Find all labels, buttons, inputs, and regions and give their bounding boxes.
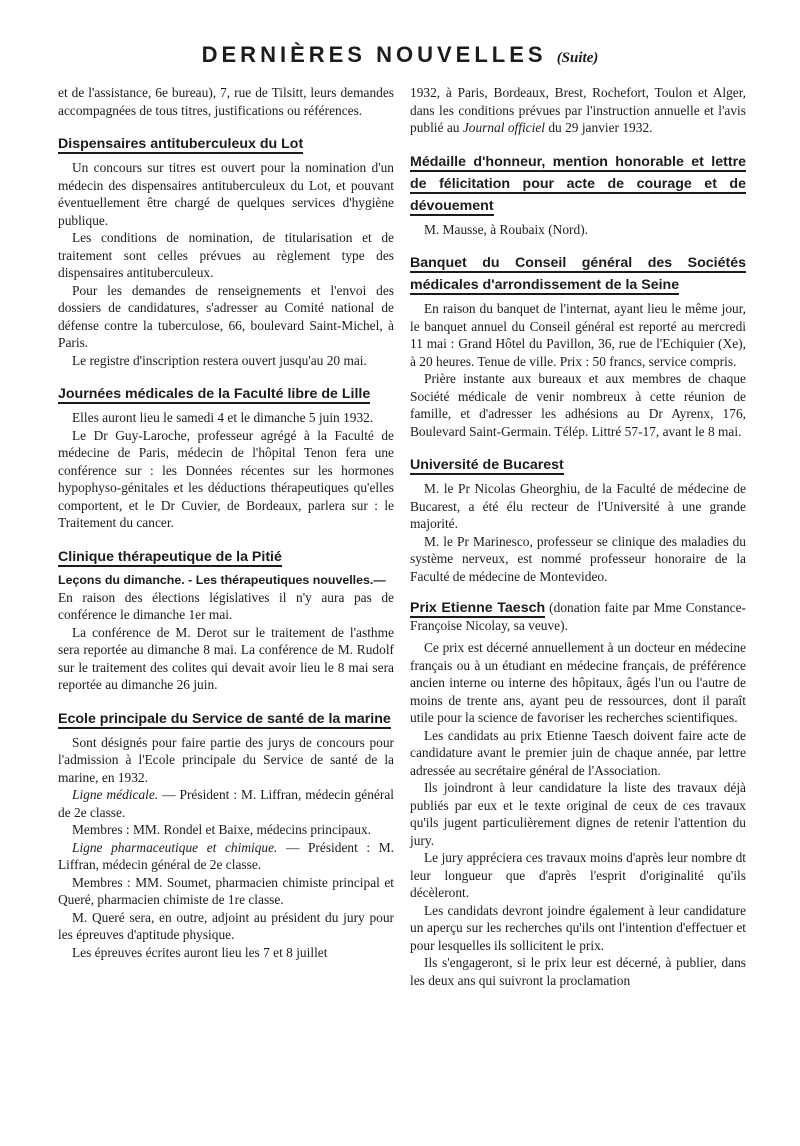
dispensaires-p4: Le registre d'inscription restera ouvert jusqu'au 20 mai. <box>72 352 367 368</box>
banquet-p2: Prière instante aux bureaux et aux membres de chaque Société médicale de venir nombreux à cette réunion de famille, et d'adresser les adhésions au Dr Ayrenx, 176, Boulevard Saint-Germain. Télép. Littré 57-17, avant le 8 mai. <box>410 371 746 439</box>
section-ecole-title: Ecole principale du Service de santé de la marine <box>58 710 391 727</box>
ecole-p3: Membres : MM. Rondel et Baixe, médecins principaux. <box>72 822 371 837</box>
dispensaires-p1: Un concours sur titres est ouvert pour la nomination d'un médecin des dispensaires antituberculeux du Lot, et pouvant éventuellement être chargé de quelques services d'hygiène publique. <box>58 160 394 228</box>
banquet-p1: En raison du banquet de l'internat, ayant lieu le même jour, le banquet annuel du Conseil général est reporté au mercredi 11 mai : Grand Hôtel du Pavillon, 36, rue de l'Echiquier (Xe), à 20 heures. Tenue de ville. Prix : 50 francs, service compris. <box>410 301 746 369</box>
prix-p6: Ils s'engageront, si le prix leur est décerné, à publier, dans les deux ans qui suivront la proclamation <box>410 955 746 988</box>
prix-p2: Les candidats au prix Etienne Taesch doivent faire acte de candidature avant le premier juin de chaque année, par lettre adressée au secrétaire général de l'Association. <box>410 727 746 778</box>
dispensaires-p2: Les conditions de nomination, de titularisation et de traitement sont celles prévues au règlement type des dispensaires antituberculeux. <box>58 230 394 280</box>
clinique-p1: En raison des élections législatives il n'y aura pas de conférence le dimanche 1er mai. <box>58 589 394 622</box>
dispensaires-p3: Pour les demandes de renseignements et l'envoi des dossiers de candidatures, s'adresser au Comité national de défense contre la tuberculose, 66, boulevard Saint-Michel, à Paris. <box>58 282 394 350</box>
medaille-p1: M. Mausse, à Roubaix (Nord). <box>424 221 589 237</box>
prix-p3: Ils joindront à leur candidature la liste des travaux déjà publiés par eux et le texte original de ceux de ces travaux qu'ils jugent particulièrement dignes de retenir l'attention du jury. <box>410 780 746 848</box>
ecole-p7: Les épreuves écrites auront lieu les 7 et 8 juillet <box>72 944 328 960</box>
ecole-p1: Sont désignés pour faire partie des jurys de concours pour l'admission à l'Ecole principale du Service de santé de la marine, en 1932. <box>58 734 394 785</box>
ecole-p4: Ligne pharmaceutique et chimique. — Président : M. Liffran, médecin général de 2e classe. <box>58 839 394 872</box>
ecole-p2: Ligne médicale. — Président : M. Liffran, médecin général de 2e classe. <box>58 787 395 820</box>
left-column <box>58 84 394 961</box>
prix-p5: Les candidats devront joindre également à leur candidature un aperçu sur les recherches qu'ils ont l'intention d'effectuer et pour lesquelles ils sollicitent le prix. <box>410 902 746 953</box>
section-clinique-title: Clinique thérapeutique de la Pitié <box>58 548 282 565</box>
section-bucarest-title: Université de Bucarest <box>410 457 564 473</box>
page-header <box>0 42 800 68</box>
bucarest-p1: M. le Pr Nicolas Gheorghiu, de la Faculté de médecine de Bucarest, a été élu recteur de l'Université à une grande majorité. <box>410 481 746 531</box>
right-column <box>410 84 746 989</box>
ecole-p5: Membres : MM. Soumet, pharmacien chimiste principal et Queré, pharmacien chimiste de 1re classe. <box>58 874 394 907</box>
prix-p4: Le jury appréciera ces travaux moins d'après leur nombre dt leur longueur que d'après l'esprit d'originalité qu'ils décèleront. <box>410 850 746 900</box>
bucarest-p2: M. le Pr Marinesco, professeur se clinique des maladies du système nerveux, est nommé professeur honoraire de la Faculté de médecine de Montevideo. <box>410 533 746 584</box>
section-dispensaires-title: Dispensaires antituberculeux du Lot <box>58 136 304 152</box>
page-title: DERNIÈRES NOUVELLES <box>201 42 547 67</box>
right-intro: 1932, à Paris, Bordeaux, Brest, Rochefort, Toulon et Alger, dans les conditions prévues par l'instruction annuelle et l'avis publié au Journal officiel du 29 janvier 1932. <box>410 85 746 135</box>
journees-p2: Le Dr Guy-Laroche, professeur agrégé à la Faculté de médecine de Paris, médecin de l'hôpital Tenon fera une conférence sur : les Données récentes sur les hormones hypophyso-génitales et les déductions thérapeutiques qu'elles comportent, et le Dr Cuvier, de Bordeaux, parlera sur : le Traitement du cancer. <box>58 427 394 530</box>
section-prix-title: Prix Etienne Taesch (donation faite par Mme Constance-Françoise Nicolay, sa veuve). <box>410 600 746 633</box>
left-intro: et de l'assistance, 6e bureau), 7, rue de Tilsitt, leurs demandes accompagnées de tous titres, justifications ou références. <box>58 85 394 118</box>
page-title-suite: (Suite) <box>556 50 599 66</box>
ecole-p6: M. Queré sera, en outre, adjoint au président du jury pour les épreuves d'aptitude physique. <box>58 909 394 942</box>
section-medaille-title: Médaille d'honneur, mention honorable et lettre de félicitation pour acte de courage et de dévouement <box>410 153 746 214</box>
clinique-subtitle: Leçons du dimanche. - Les thérapeutiques nouvelles.— <box>58 572 386 587</box>
section-banquet-title: Banquet du Conseil général des Sociétés médicales d'arrondissement de la Seine <box>410 255 746 293</box>
journees-p1: Elles auront lieu le samedi 4 et le dimanche 5 juin 1932. <box>72 410 374 425</box>
section-journees-title: Journées médicales de la Faculté libre de Lille <box>58 386 371 402</box>
clinique-p2: La conférence de M. Derot sur le traitement de l'asthme sera reportée au dimanche 8 mai. La conférence de M. Rudolf sur le traitement des colites qui devait avoir lieu le 8 mai sera reportée au dimanche 26 juin. <box>58 624 394 692</box>
prix-p1: Ce prix est décerné annuellement à un docteur en médecine français ou à un étudiant en médecine français, de préférence ancien interne ou interne des hôpitaux, âgés l'un ou l'autre de moins de trente ans, ayant peu de ressources, dont il paraît utile pour la science de favoriser les recherches scientifiques. <box>410 640 746 725</box>
